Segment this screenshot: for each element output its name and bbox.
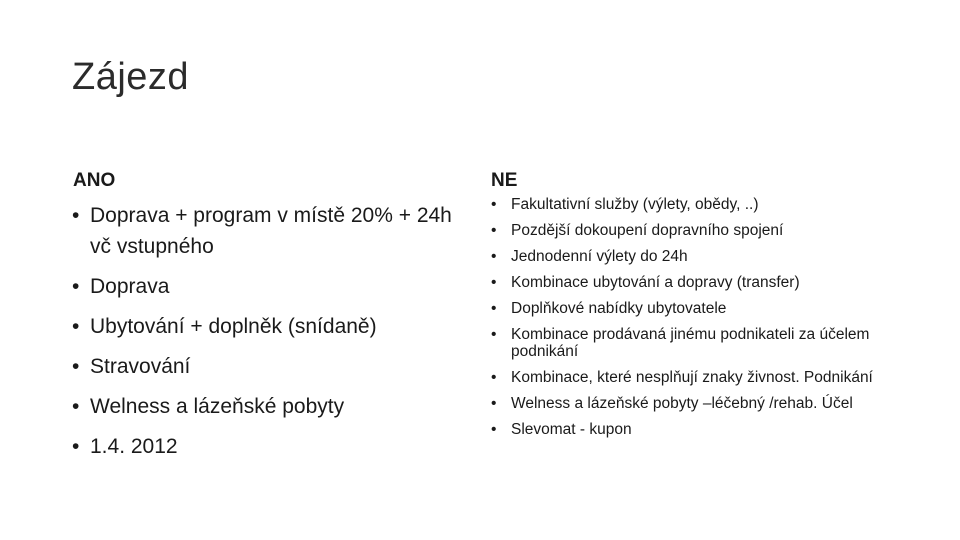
list-item xyxy=(491,248,881,265)
bullet-icon: • xyxy=(491,421,497,438)
list-item-text: Kombinace prodávaná jinému podnikateli za účelem podnikání xyxy=(511,326,870,360)
list-item-text: Kombinace ubytování a dopravy (transfer) xyxy=(511,274,800,291)
list-item xyxy=(72,431,472,462)
list-item-text: Ubytování + doplněk (snídaně) xyxy=(90,315,377,338)
list-item xyxy=(491,326,881,360)
list-item xyxy=(72,351,472,382)
yes-column-heading: ANO xyxy=(73,170,116,191)
bullet-icon: • xyxy=(491,248,497,265)
list-item xyxy=(491,196,881,213)
bullet-icon: • xyxy=(491,196,497,213)
list-item-text: Pozdější dokoupení dopravního spojení xyxy=(511,222,784,239)
bullet-icon: • xyxy=(72,275,80,298)
list-item xyxy=(491,369,881,386)
bullet-icon: • xyxy=(491,222,497,239)
list-item xyxy=(491,395,881,412)
yes-list xyxy=(72,200,472,471)
list-item-text: 1.4. 2012 xyxy=(90,435,178,458)
bullet-icon: • xyxy=(491,326,497,343)
list-item-text: Doplňkové nabídky ubytovatele xyxy=(511,300,727,317)
bullet-icon: • xyxy=(491,300,497,317)
list-item-text: Doprava xyxy=(90,275,170,298)
bullet-icon: • xyxy=(72,435,80,458)
bullet-icon: • xyxy=(72,395,80,418)
no-column-heading: NE xyxy=(491,170,518,191)
list-item-text: Jednodenní výlety do 24h xyxy=(511,248,688,265)
list-item xyxy=(491,300,881,317)
list-item xyxy=(491,421,881,438)
bullet-icon: • xyxy=(72,355,80,378)
list-item-text: Doprava + program v místě 20% + 24h vč vstupného xyxy=(90,204,452,258)
bullet-icon: • xyxy=(72,204,80,227)
bullet-icon: • xyxy=(491,369,497,386)
list-item-text: Stravování xyxy=(90,355,191,378)
list-item xyxy=(491,222,881,239)
list-item-text: Welness a lázeňské pobyty –léčebný /rehab. Účel xyxy=(511,395,853,412)
bullet-icon: • xyxy=(72,315,80,338)
list-item xyxy=(72,311,472,342)
list-item xyxy=(491,274,881,291)
list-item xyxy=(72,391,472,422)
bullet-icon: • xyxy=(491,395,497,412)
slide-title: Zájezd xyxy=(72,56,190,98)
list-item-text: Fakultativní služby (výlety, obědy, ..) xyxy=(511,196,759,213)
bullet-icon: • xyxy=(491,274,497,291)
no-list xyxy=(491,196,881,447)
list-item xyxy=(72,271,472,302)
list-item-text: Welness a lázeňské pobyty xyxy=(90,395,345,418)
list-item-text: Kombinace, které nesplňují znaky živnost. Podnikání xyxy=(511,369,873,386)
list-item xyxy=(72,200,472,262)
list-item-text: Slevomat - kupon xyxy=(511,421,632,438)
